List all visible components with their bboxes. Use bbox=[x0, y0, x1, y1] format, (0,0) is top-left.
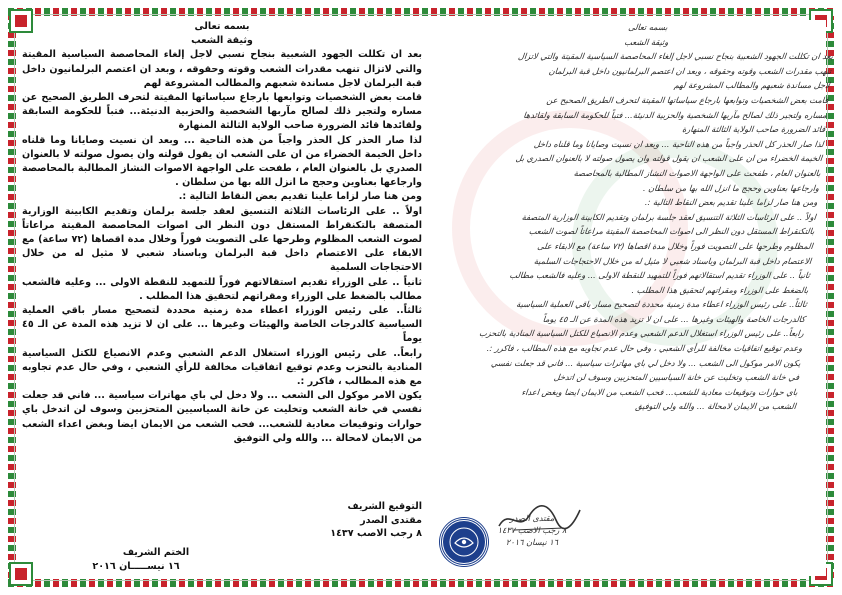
paragraph: قامت بعض الشخصيات وتوابعها بارجاع سياساتها المقيتة لتحرف الطريق الصحيح عن مساره ولتجير ذلك لصالح مآربها الشخصية والحزبية الدنيئة... فتباً للحكومة السابقة ولقائدها قائد الضرورة صاحب الولاية الثالثة المنهارة bbox=[22, 92, 422, 132]
hand-line: الشعب من الايمان لامحالة ... والله ولي التوفيق bbox=[634, 401, 797, 412]
hand-line: تنهب مقدرات الشعب وقوته وحقوقه ، وبعد ان اعتصم البرلمانيون داخل قبة البرلمان bbox=[548, 65, 832, 76]
paragraph: رابعاً.. على رئيس الوزراء استغلال الدعم الشعبي وعدم الانصياع للكتل السياسية المنادية بالتحزب وعدم توقيع اتفاقيات مخالفة للرأي الشعبي ، وفي حال عدم تجاوبه مع هذه المطالب ، فاكرر :. bbox=[22, 347, 422, 388]
paragraph: اولاً .. على الرئاسات الثلاثة التنسيق لعقد جلسة برلمان وتقديم الكابينة الوزارية المتصفة بالتكنقراط المستقل دون النظر الى اصوات المحاصصة المقيتة مراعاتاً لصوت الشعب المظلوم وطرحها على التصويت فوراً وخلال مدة اقصاها (٧٢ ساعة) مع الابقاء على الاعتصام داخل قبة البرلمان وباسناد شعبي لا مثيل له من خلال الاحتجاجات السلمية bbox=[22, 205, 423, 274]
paragraph: لذا صار الحذر كل الحذر واجباً من هذه الناحية ... وبعد ان نسيت وصايانا وما قلناه داخل الخيمة الخضراء من ان على الشعب ان يقول قولته وان يصول صولته لا بالعنوان الصدري بل بالعنوان العام ، طفحت على الواجهة الاصوات النشاز المطالبة بالمحاصصة وارجاعها بعناوين وحجج ما انزل الله بها من سلطان . bbox=[22, 134, 422, 189]
hand-line: مساره ولتجير ذلك لصالح مآربها الشخصية والحزبية الدنيئة... فتباً للحكومة السابقة ولقائدها bbox=[523, 109, 828, 120]
signature-name: مقتدى الصدر bbox=[360, 514, 422, 526]
hand-line: اولاً .. على الرئاسات الثلاثة التنسيق لعقد جلسة برلمان وتقديم الكابينة الوزارية المتصفة bbox=[521, 211, 817, 222]
hand-line: وعدم توقيع اتفاقيات مخالفة للرأي الشعبي ، وفي حال عدم تجاوبه مع هذه المطالب ، فاكرر :. bbox=[486, 343, 803, 354]
hand-line: رابعاً.. على رئيس الوزراء استغلال الدعم الشعبي وعدم الانصياع للكتل السياسية المنادية بالتحزب bbox=[478, 328, 805, 339]
hand-line: بالتكنقراط المستقل دون النظر الى اصوات المحاصصة المقيتة مراعاتاً لصوت الشعب bbox=[528, 226, 816, 237]
paragraph: ومن هنا صار لزاما علينا تقديم بعض النقاط التالية :. bbox=[178, 191, 422, 203]
hand-line: الاعتصام داخل قبة البرلمان وباسناد شعبي لا مثيل له من خلال الاحتجاجات السلمية bbox=[533, 255, 812, 266]
paragraph: يكون الامر موكول الى الشعب ... ولا دخل لي باي مهاترات سياسية ... فاني قد جعلت نفسي في خانة الشعب وتخليت عن خانة السياسيين المتحزبين وسوف لن اتدخل باي حوارات وتوقيعات معادية للشعب... فحب الشعب من الايمان ايضا وبغض اعداء الشعب من الايمان لامحالة ... والله ولي التوفيق bbox=[22, 390, 422, 444]
hand-line: ثانياً .. على الوزراء تقديم استقالاتهم فوراً للتمهيد للنقطة الاولى ... وعليه فالشعب مطالب bbox=[508, 270, 811, 281]
hand-line: ومن هنا صار لزاما علينا تقديم بعض النقاط التالية :. bbox=[644, 197, 819, 208]
hand-basmala: بسمه تعالى bbox=[627, 22, 669, 32]
seal-label: الختم الشريف bbox=[122, 547, 190, 558]
hand-line: لذا صار الحذر كل الحذر واجباً من هذه الناحية ... وبعد ان نسيت وصايانا وما قلناه داخل bbox=[533, 138, 825, 149]
signature-label: التوقيع الشريف bbox=[347, 501, 422, 512]
hand-signature-date-hijri: ٨ رجب الاصب ١٤٣٧ bbox=[497, 525, 567, 535]
hand-line: الخيمة الخضراء من ان على الشعب ان يقول قولته وان يصول صولته لا بالعنوان الصدري بل bbox=[515, 153, 823, 164]
hand-title: وثيقة الشعب bbox=[623, 36, 669, 47]
hand-signature-date-gregorian: ١٦ نيسان ٢٠١٦ bbox=[505, 537, 559, 547]
hand-line: يكون الامر موكول الى الشعب ... ولا دخل لي باي مهاترات سياسية ... فاني قد جعلت نفسي bbox=[490, 357, 802, 368]
basmala: بسمه تعالى bbox=[194, 21, 250, 32]
hand-line: بعد ان تكللت الجهود الشعبية بنجاح نسبي لاجل إلغاء المحاصصة السياسية المقيتة والتي لاتزال bbox=[517, 51, 834, 62]
official-seal-icon bbox=[440, 518, 488, 566]
typed-document bbox=[22, 20, 422, 578]
hand-line: في خانة الشعب وتخليت عن خانة السياسيين المتحزبين وسوف لن اتدخل bbox=[553, 372, 800, 383]
paragraph: ثانياً .. على الوزراء تقديم استقالاتهم فوراً للتمهيد للنقطة الاولى ... وعليه فالشعب مطالب بالضغط على الوزراء ومقراتهم لتحقيق هذا المطلب . bbox=[22, 276, 422, 302]
paragraph: ثالثاً.. على رئيس الوزراء اعطاء مدة زمنية محددة لتصحيح مسار باقي العملية السياسية كالدرجات الخاصة والهيئات وغيرها ... على ان لا تزيد هذه المدة عن الـ ٤٥ يوماً bbox=[22, 305, 422, 345]
hand-line: لاجل مساندة شعبهم والمطالب المشروعة لهم bbox=[673, 80, 831, 91]
signature-date-gregorian: ١٦ نيســـــان ٢٠١٦ bbox=[92, 560, 180, 572]
hand-line: ثالثاً.. على رئيس الوزراء اعطاء مدة زمنية محددة لتصحيح مسار باقي العملية السياسية bbox=[515, 299, 808, 310]
hand-line: بالضغط على الوزراء ومقراتهم لتحقيق هذا المطلب . bbox=[631, 284, 809, 295]
handwritten-scan bbox=[432, 20, 834, 576]
hand-line: باي حوارات وتوقيعات معادية للشعب... فحب الشعب من الايمان ايضا وبغض اعداء bbox=[521, 386, 799, 397]
hand-line: المظلوم وطرحها على التصويت فوراً وخلال مدة اقصاها (٧٢ ساعة) مع الابقاء على bbox=[536, 240, 814, 251]
hand-signature-name: مقتدى الصدر bbox=[509, 513, 555, 523]
handwritten-text bbox=[419, 20, 836, 414]
signature-right bbox=[292, 500, 422, 541]
signature-date-hijri: ٨ رجب الاصب ١٤٣٧ bbox=[330, 528, 422, 539]
hand-line: وارجاعها بعناوين وحجج ما انزل الله بها من سلطان . bbox=[642, 182, 820, 193]
paragraph: بعد ان تكللت الجهود الشعبية بنجاح نسبي لاجل إلغاء المحاصصة السياسية المقيتة والتي لاتزال تنهب مقدرات الشعب وقوته وحقوقه ، وبعد ان اعتصم البرلمانيون داخل قبة البرلمان لاجل مساندة شعبهم والمطالب المشروعة لهم bbox=[22, 49, 422, 89]
hand-line: قامت بعض الشخصيات وتوابعها بارجاع سياساتها المقيتة لتحرف الطريق الصحيح عن bbox=[546, 94, 829, 105]
hand-line: قائد الضرورة صاحب الولاية الثالثة المنهارة bbox=[681, 124, 826, 135]
hand-line: كالدرجات الخاصة والهيئات وغيرها ... على ان لا تزيد هذه المدة عن الـ ٤٥ يوماً bbox=[542, 313, 806, 324]
seal-block bbox=[86, 546, 226, 573]
document-title: وثيقة الشعب bbox=[191, 35, 253, 47]
signature-block bbox=[22, 500, 422, 576]
hand-line: بالعنوان العام ، طفحت على الواجهة الاصوات النشاز المطالبة بالمحاصصة bbox=[573, 167, 822, 178]
